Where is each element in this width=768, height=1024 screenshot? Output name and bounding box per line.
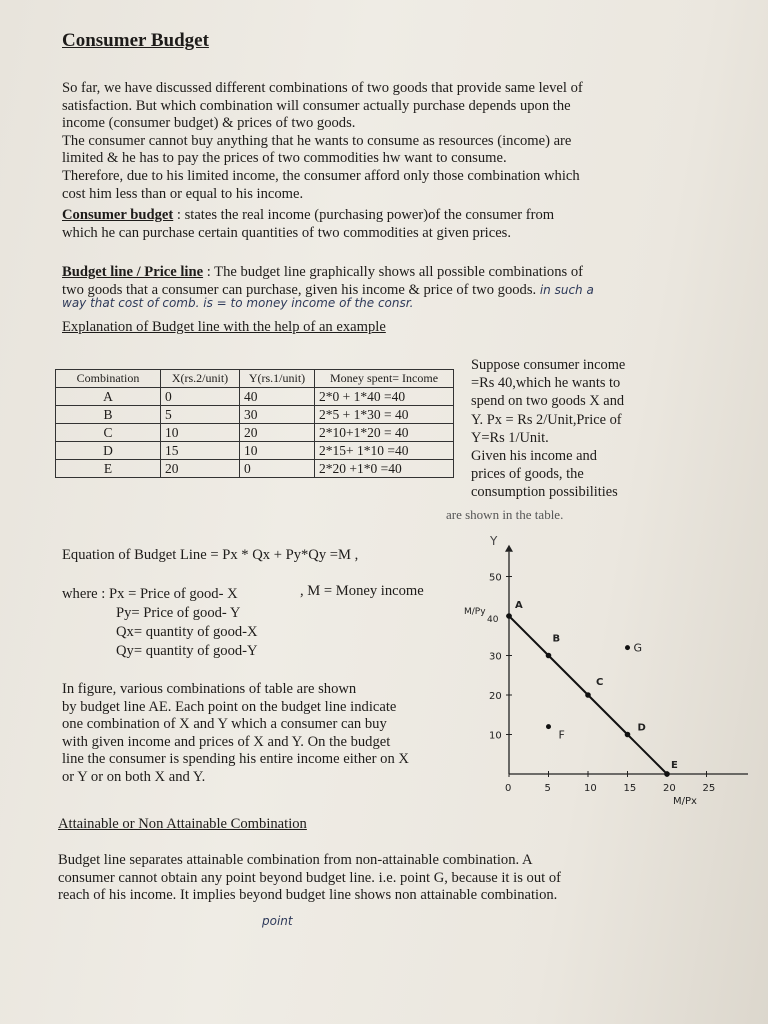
data-point [506,613,512,619]
figure-line: one combination of X and Y which a consumer can buy [62,716,387,733]
example-line: prices of goods, the [471,466,584,483]
definition-text: which he can purchase certain quantities of two commodities at given prices. [62,224,512,241]
handwritten-note: in such a [539,282,594,297]
budget-line-definition [62,264,702,299]
intro-line: limited & he has to pay the prices of two commodities hw want to consume. [62,150,507,167]
variable-qx: Qx= quantity of good-X [116,624,258,640]
extra-point [546,724,551,729]
column-header: Combination [56,370,161,388]
point-label: C [596,677,604,688]
x-tick-label: 10 [584,783,597,794]
column-header: Y(rs.1/unit) [240,370,315,388]
table-cell: 2*0 + 1*40 =40 [315,388,454,406]
point-label: E [671,760,678,771]
table-cell: 10 [240,442,315,460]
y-tick-label: 10 [489,730,502,742]
table-row [56,424,454,442]
data-point [585,692,591,698]
intro-line: satisfaction. But which combination will consumer actually purchase depends upon the [62,97,571,114]
extra-point-label: G [633,641,643,655]
separation-line: consumer cannot obtain any point beyond budget line. i.e. point G, because it is out of [58,869,561,886]
figure-line: line the consumer is spending his entire income either on X [62,751,409,768]
variable-py: Py= Price of good- Y [116,605,241,621]
table-row [56,406,454,424]
table-cell: 15 [161,442,240,460]
extra-point-label: F [558,728,565,742]
intro-paragraph [62,80,662,203]
intro-line: cost him less than or equal to his income. [62,185,304,202]
table-cell: 0 [161,388,240,406]
y-tick-label: 50 [489,572,502,584]
example-description [471,356,661,502]
table-cell: 2*10+1*20 = 40 [315,424,454,442]
table-cell: 0 [240,460,315,478]
column-header: X(rs.2/unit) [161,370,240,388]
table-cell: 40 [240,388,315,406]
table-cell: 10 [161,424,240,442]
example-line: Given his income and [471,448,597,465]
budget-line-text: two goods that a consumer can purchase, given his income & price of two goods. [62,281,537,298]
variable-m: , M = Money income [300,583,424,599]
variable-qy: Qy= quantity of good-Y [116,643,258,659]
data-point [664,771,670,777]
attainable-heading: Attainable or Non Attainable Combination [58,816,307,832]
point-label: B [552,633,561,645]
variable-definitions [62,585,258,661]
table-cell: 30 [240,406,315,424]
intro-line: So far, we have discussed different combinations of two goods that provide same level of [62,80,583,96]
table-cell: 2*20 +1*0 =40 [315,460,454,478]
example-line: Suppose consumer income [471,357,626,373]
budget-line-text: : The budget line graphically shows all possible combinations of [203,264,583,280]
x-tick-label: 15 [623,783,637,794]
y-tick-label: 30 [489,651,502,663]
table-cell: 2*15+ 1*10 =40 [315,442,454,460]
y-axis-arrow [505,545,513,552]
figure-line: with given income and prices of X and Y. On the budget [62,733,391,750]
table-cell: E [56,460,161,478]
x-tick-label: 0 [505,783,512,794]
data-point [546,653,552,659]
separation-line: Budget line separates attainable combination from non-attainable combination. A [58,852,533,868]
y-tick-label: 20 [489,691,502,702]
table-row [56,442,454,460]
example-line: consumption possibilities [471,484,618,501]
intro-line: income (consumer budget) & prices of two goods. [62,115,356,132]
budget-line-term: Budget line / Price line [62,264,204,280]
point-label: A [515,600,523,611]
definition-term: Consumer budget [62,207,174,223]
table-cell: A [56,388,161,406]
variable-px: where : Px = Price of good- X [62,586,238,602]
example-line: Y. Px = Rs 2/Unit,Price of [471,411,622,428]
point-label: D [637,722,646,734]
x-tick-label: 25 [702,783,716,794]
intro-line: Therefore, due to his limited income, the consumer afford only those combination which [62,167,580,184]
table-header-row [56,370,454,388]
page-title: Consumer Budget [62,30,209,51]
chart-axes [489,534,748,794]
figure-line: by budget line AE. Each point on the budget line indicate [62,698,397,715]
intro-line: The consumer cannot buy anything that he wants to consume as resources (income) are [62,132,572,149]
x-tick-label: 20 [663,783,676,794]
budget-line-chart [448,525,748,815]
y-intercept-label: M/Py [464,607,486,617]
handwritten-note: way that cost of comb. is = to money income of the consr. [62,296,414,310]
x-intercept-label: M/Px [673,796,697,807]
table-cell: C [56,424,161,442]
table-cell: B [56,406,161,424]
table-row [56,460,454,478]
extra-point [625,645,630,650]
definition-text: : states the real income (purchasing power)of the consumer from [173,207,555,223]
table-cell: 2*5 + 1*30 = 40 [315,406,454,424]
chart-ticks [464,573,715,808]
handwritten-point: point [262,914,293,928]
table-cell: 5 [161,406,240,424]
separation-paragraph [58,852,668,905]
x-tick-label: 5 [544,783,551,794]
figure-line: In figure, various combinations of table are shown [62,681,357,697]
example-line: Y=Rs 1/Unit. [471,429,549,446]
explanation-heading: Explanation of Budget line with the help of an example [62,319,386,335]
example-line: spend on two goods X and [471,393,625,410]
data-point [625,732,631,738]
table-cell: D [56,442,161,460]
table-cell: 20 [161,460,240,478]
y-axis-label: Y [490,533,498,548]
example-line-faded: are shown in the table. [446,507,564,522]
column-header: Money spent= Income [315,370,454,388]
figure-explanation [62,681,462,787]
consumer-budget-definition [62,207,662,242]
budget-equation: Equation of Budget Line = Px * Qx + Py*Qy =M , [62,547,359,563]
table-cell: 20 [240,424,315,442]
chart-marks [506,600,678,777]
separation-line: reach of his income. It implies beyond budget line shows non attainable combination. [58,887,558,904]
table-row [56,388,454,406]
y-tick-label: 40 [487,615,499,625]
figure-line: or Y or on both X and Y. [62,768,206,785]
example-line: =Rs 40,which he wants to [471,375,621,392]
combination-table [55,369,454,478]
